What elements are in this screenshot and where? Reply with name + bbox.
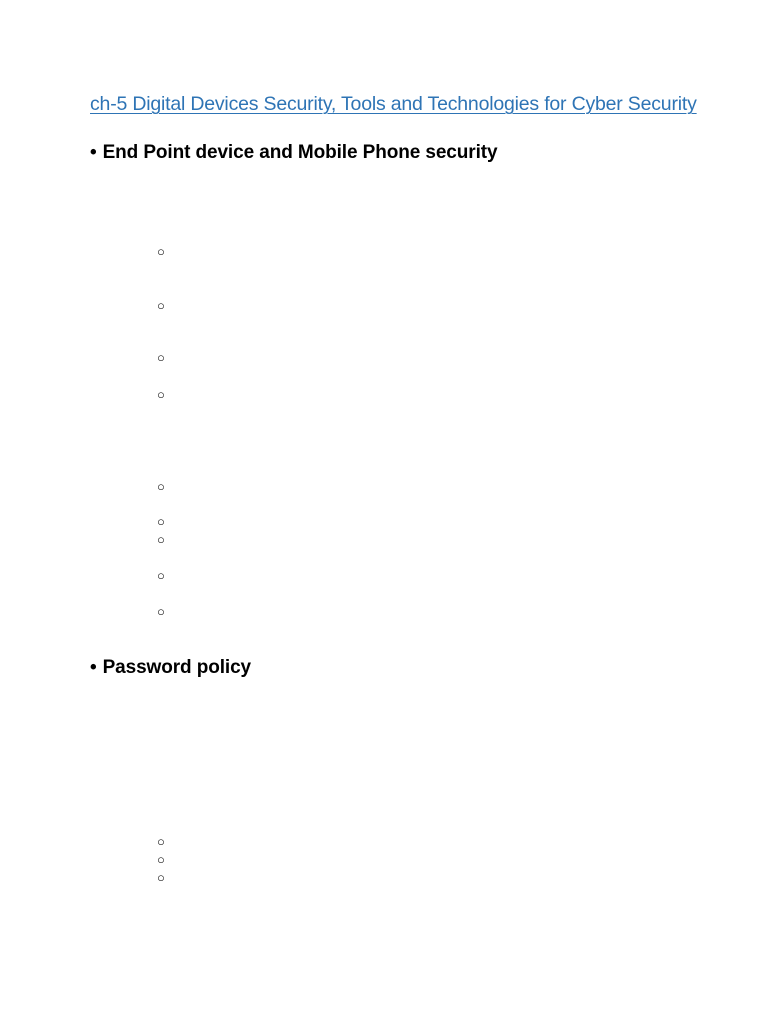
sub-bullet-icon: ○	[157, 479, 165, 494]
sub-bullet-icon: ○	[157, 387, 165, 402]
section-heading-password-policy	[90, 657, 251, 679]
sub-bullet-icon: ○	[157, 870, 165, 885]
sub-bullet-icon: ○	[157, 834, 165, 849]
sub-bullet-icon: ○	[157, 568, 165, 583]
bullet-icon: •	[90, 142, 97, 163]
sub-bullet-icon: ○	[157, 350, 165, 365]
section-heading-text: Password policy	[102, 657, 252, 678]
bullet-icon: •	[90, 657, 97, 678]
sub-bullet-icon: ○	[157, 514, 165, 529]
sub-bullet-icon: ○	[157, 852, 165, 867]
sub-bullet-icon: ○	[157, 244, 165, 259]
section-heading-endpoint-security	[90, 142, 497, 164]
sub-bullet-icon: ○	[157, 298, 165, 313]
sub-bullet-icon: ○	[157, 604, 165, 619]
section-heading-text: End Point device and Mobile Phone security	[102, 142, 498, 163]
sub-bullet-icon: ○	[157, 532, 165, 547]
document-title: ch-5 Digital Devices Security, Tools and Technologies for Cyber Security	[90, 93, 697, 115]
